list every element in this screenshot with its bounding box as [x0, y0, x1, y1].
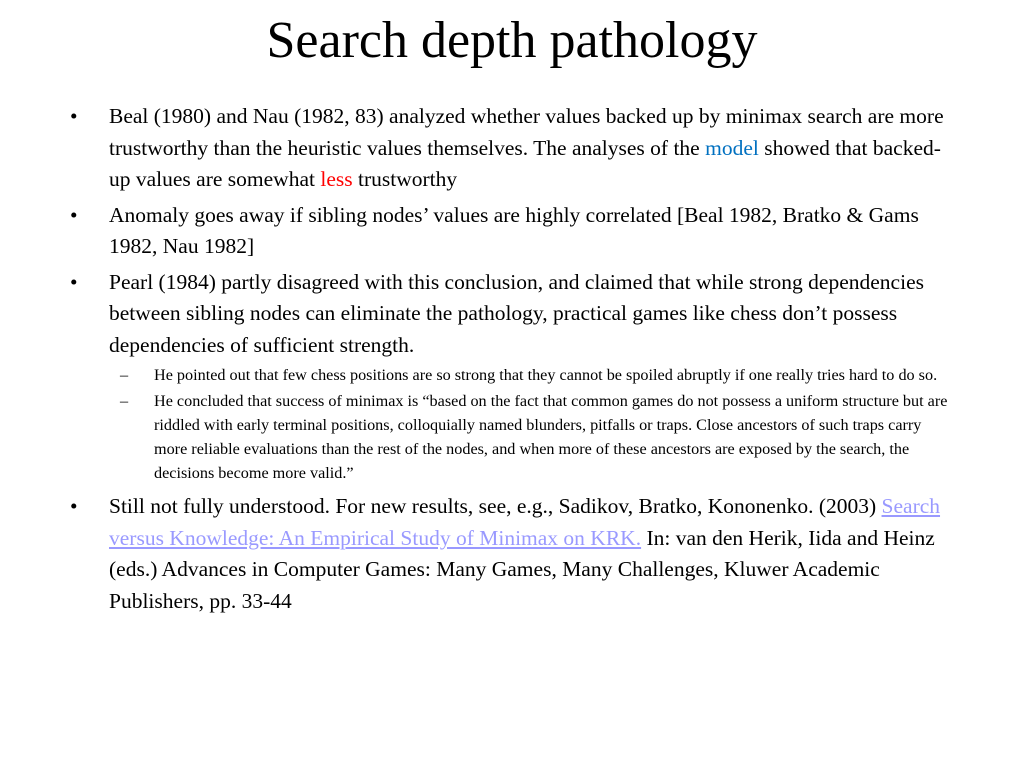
sub-bullet-text: He concluded that success of minimax is “based on the fact that common games do not possess a uniform structure but are riddled with early terminal positions, colloquially named blunders, pitfalls or traps. Close ancestors of such traps carry more reliable evaluations than the rest of the nodes, and when more of these ancestors are exposed by the search, the decisions become more valid.”	[154, 392, 948, 482]
bullet-item-pearl	[70, 267, 955, 486]
bullet-item-anomaly	[70, 200, 955, 263]
bullet-marker: •	[70, 104, 78, 128]
paper-link[interactable]: Search versus Knowledge: An Empirical Study of Minimax on KRK.	[109, 494, 941, 550]
highlight-model: model	[705, 135, 759, 160]
bullet-item-minimax-analysis	[70, 101, 955, 196]
bullet-marker: •	[70, 494, 78, 518]
bullet-text: Still not fully understood. For new results, see, e.g., Sadikov, Bratko, Kononenko. (2003)	[109, 494, 882, 518]
slide-title: Search depth pathology	[266, 12, 758, 69]
sub-bullet-text: He pointed out that few chess positions are so strong that they cannot be spoiled abruptly if one really tries hard to do so.	[154, 366, 938, 384]
bullet-list	[70, 101, 955, 621]
bullet-text: Anomaly goes away if sibling nodes’ values are highly correlated [Beal 1982, Bratko & Gams 1982, Nau 1982]	[109, 202, 919, 258]
bullet-text: Pearl (1984) partly disagreed with this conclusion, and claimed that while strong dependencies between sibling nodes can eliminate the pathology, practical games like chess don’t possess dependencies of sufficient strength.	[109, 269, 924, 357]
bullet-text: showed that backed-up values are somewhat	[109, 135, 941, 191]
bullet-item-new-results	[70, 491, 955, 617]
sub-bullet-item-conclusion-quote	[109, 389, 955, 485]
bullet-text: Beal (1980) and Nau (1982, 83) analyzed whether values backed up by minimax search are more trustworthy than the heuristic values themselves. The analyses of the	[109, 104, 944, 160]
bullet-marker: •	[70, 202, 78, 227]
sub-bullet-item-chess-positions	[109, 363, 955, 387]
sub-bullet-marker: –	[120, 392, 129, 410]
bullet-marker: •	[70, 269, 78, 294]
bullet-text: In: van den Herik, Iida and Heinz (eds.) Advances in Computer Games: Many Games, Many Challenges, Kluwer Academic Publishers, pp. 33-44	[109, 525, 935, 613]
bullet-text: trustworthy	[352, 167, 458, 191]
sub-bullet-marker: –	[120, 366, 129, 384]
sub-bullet-list	[109, 363, 955, 485]
highlight-less: less	[320, 167, 353, 191]
